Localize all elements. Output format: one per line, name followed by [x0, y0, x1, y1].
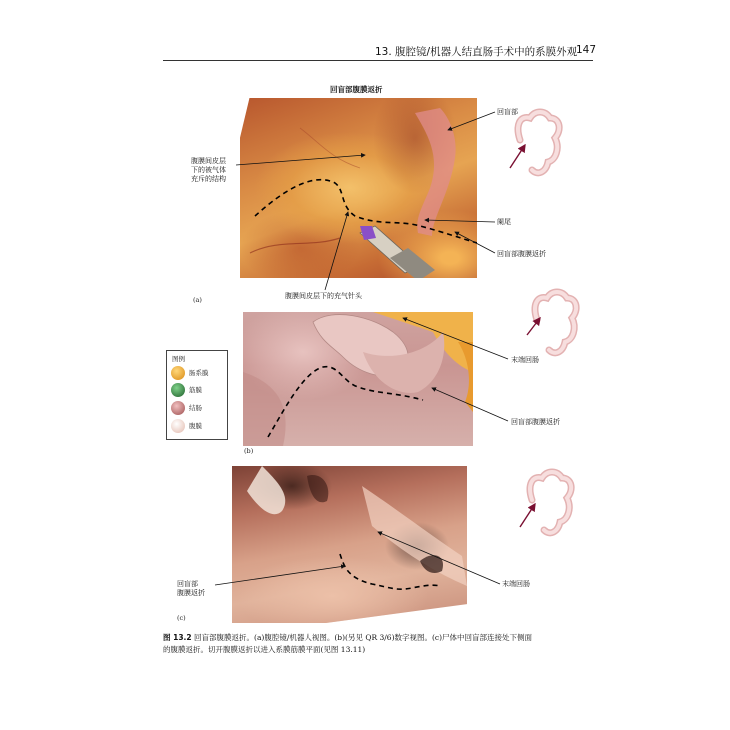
- legend-label-peritoneum: 腹膜: [189, 422, 202, 430]
- figure-title: 回盲部腹膜返折: [330, 85, 383, 94]
- label-gas-structure-line2: 下的被气体: [191, 166, 226, 174]
- caption-text-1: 回盲部腹膜返折。(a)腹腔镜/机器人视图。(b)(另见 QR 3/6)数字视图。(c)尸体中回盲部连接处下侧面: [194, 633, 533, 642]
- figure-caption: [163, 632, 583, 655]
- legend-title: 图例: [172, 355, 185, 363]
- legend-label-colon: 结肠: [189, 404, 202, 412]
- label-reflection-c-line1: 回盲部: [177, 580, 198, 588]
- panel-letter-b: (b): [244, 447, 254, 455]
- locator-arrow-c: [520, 504, 535, 527]
- page-number: 147: [576, 44, 597, 56]
- locator-arrow-a: [510, 145, 525, 168]
- label-ileocecal: 回盲部: [497, 108, 518, 116]
- colon-icon-a: [518, 112, 559, 173]
- label-reflection-c-line2: 腹膜返折: [177, 589, 205, 597]
- label-reflection-b: 回盲部腹膜返折: [511, 418, 560, 426]
- label-needle: 腹膜间皮层下的充气针头: [285, 292, 362, 300]
- leader-gas-structure: [236, 155, 365, 165]
- panel-letter-a: (a): [193, 296, 202, 304]
- caption-figure-number: 图 13.2: [163, 633, 192, 642]
- label-gas-structure-line1: 腹膜间皮层: [191, 157, 226, 165]
- leader-reflection-c: [215, 566, 345, 585]
- leader-reflection-b: [432, 388, 508, 421]
- panel-letter-c: (c): [177, 614, 186, 622]
- leader-appendix: [425, 220, 495, 222]
- caption-text-2: 的腹膜返折。切开腹膜返折以进入系膜筋膜平面(见图 13.11): [163, 644, 366, 654]
- leader-needle: [325, 212, 348, 290]
- label-terminal-ileum-c: 末端回肠: [502, 580, 530, 588]
- leader-ileocecal: [448, 112, 495, 130]
- caption-line-1: [163, 632, 583, 644]
- leader-reflection-a: [455, 232, 495, 253]
- legend-label-mesentery: 肠系膜: [189, 369, 209, 377]
- legend-label-fascia: 筋膜: [189, 386, 202, 394]
- colon-icon-c: [530, 472, 571, 533]
- label-terminal-ileum-b: 末端回肠: [511, 356, 539, 364]
- label-gas-structure-line3: 充斥的结构: [191, 175, 226, 183]
- label-reflection-a: 回盲部腹膜返折: [497, 250, 546, 258]
- running-head: 13. 腹腔镜/机器人结直肠手术中的系膜外观: [375, 46, 578, 58]
- label-appendix: 阑尾: [497, 218, 511, 226]
- leader-terminal-ileum-c: [378, 532, 500, 584]
- leader-terminal-ileum-b: [403, 318, 508, 359]
- colon-icon-b: [535, 292, 576, 353]
